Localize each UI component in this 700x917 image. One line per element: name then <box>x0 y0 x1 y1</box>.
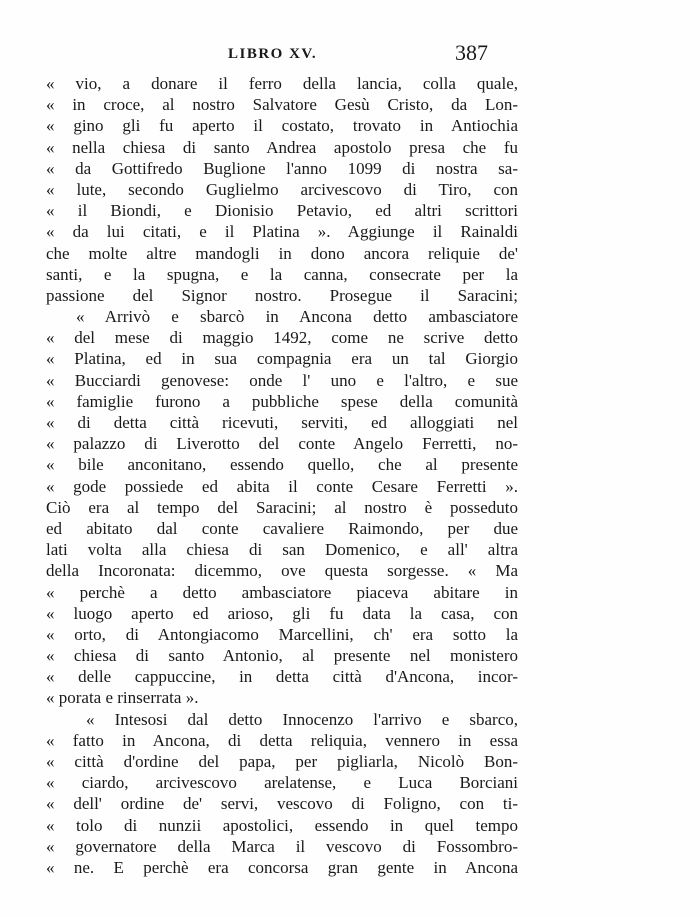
text-line: ed abitato dal conte cavaliere Raimondo, per due <box>46 518 518 538</box>
text-line: « gode possiede ed abita il conte Cesare Ferretti ». <box>46 476 518 496</box>
text-line: « di detta città ricevuti, serviti, ed alloggiati nel <box>46 413 518 432</box>
running-title: LIBRO XV. <box>228 46 318 62</box>
text-line: « da Gottifredo Buglione l'anno 1099 di nostra sa- <box>46 158 518 178</box>
text-line: « ciardo, arcivescovo arelatense, e Luca Borciani <box>46 773 518 793</box>
text-line: « nella chiesa di santo Andrea apostolo presa che fu <box>46 137 518 157</box>
text-line: « dell' ordine de' servi, vescovo di Foligno, con ti- <box>46 794 518 814</box>
text-line: Ciò era al tempo del Saracini; al nostro è posseduto <box>46 497 518 517</box>
text-line: « del mese di maggio 1492, come ne scrive detto <box>46 328 518 348</box>
body-text <box>46 73 518 878</box>
text-line: della Incoronata: dicemmo, ove questa sorgesse. « Ma <box>46 561 518 581</box>
text-line: « chiesa di santo Antonio, al presente nel monistero <box>46 646 518 666</box>
page-number: 387 <box>455 40 488 65</box>
text-line: « perchè a detto ambasciatore piaceva abitare in <box>46 582 518 602</box>
text-line: lati volta alla chiesa di san Domenico, e all' altra <box>46 540 518 560</box>
text-line: « palazzo di Liverotto del conte Angelo Ferretti, no- <box>46 434 518 454</box>
text-line: che molte altre mandogli in dono ancora reliquie de' <box>46 243 518 263</box>
page-header <box>46 40 488 70</box>
text-line: « fatto in Ancona, di detta reliquia, vennero in essa <box>46 730 518 750</box>
text-line: « da lui citati, e il Platina ». Aggiunge il Rainaldi <box>46 222 518 242</box>
text-line: « Platina, ed in sua compagnia era un tal Giorgio <box>46 349 518 369</box>
text-line: « Intesosi dal detto Innocenzo l'arrivo e sbarco, <box>86 709 518 729</box>
text-line: « ne. E perchè era concorsa gran gente in Ancona <box>46 857 518 877</box>
text-line: « Arrivò e sbarcò in Ancona detto ambasciatore <box>76 307 518 327</box>
text-line: « città d'ordine del papa, per pigliarla, Nicolò Bon- <box>46 752 518 771</box>
text-line: « lute, secondo Guglielmo arcivescovo di Tiro, con <box>46 179 518 199</box>
text-line: « vio, a donare il ferro della lancia, colla quale, <box>46 74 518 93</box>
text-line: « bile anconitano, essendo quello, che al presente <box>46 455 518 475</box>
text-line: « orto, di Antongiacomo Marcellini, ch' era sotto la <box>46 624 518 644</box>
text-line: « delle cappuccine, in detta città d'Ancona, incor- <box>46 667 518 687</box>
text-line: « luogo aperto ed arioso, gli fu data la casa, con <box>46 603 518 623</box>
text-line: passione del Signor nostro. Prosegue il Saracini; <box>46 285 518 305</box>
text-line: « porata e rinserrata ». <box>46 688 199 708</box>
text-line: « il Biondi, e Dionisio Petavio, ed altri scrittori <box>46 201 518 221</box>
text-line: « tolo di nunzii apostolici, essendo in quel tempo <box>46 815 518 835</box>
text-line: « governatore della Marca il vescovo di Fossombro- <box>46 836 518 856</box>
text-line: « in croce, al nostro Salvatore Gesù Cristo, da Lon- <box>46 95 518 115</box>
text-line: « Bucciardi genovese: onde l' uno e l'altro, e sue <box>46 370 518 390</box>
text-line: « gino gli fu aperto il costato, trovato in Antiochia <box>46 116 518 136</box>
text-line: « famiglie furono a pubbliche spese della comunità <box>46 391 518 411</box>
text-line: santi, e la spugna, e la canna, consecrate per la <box>46 264 518 284</box>
